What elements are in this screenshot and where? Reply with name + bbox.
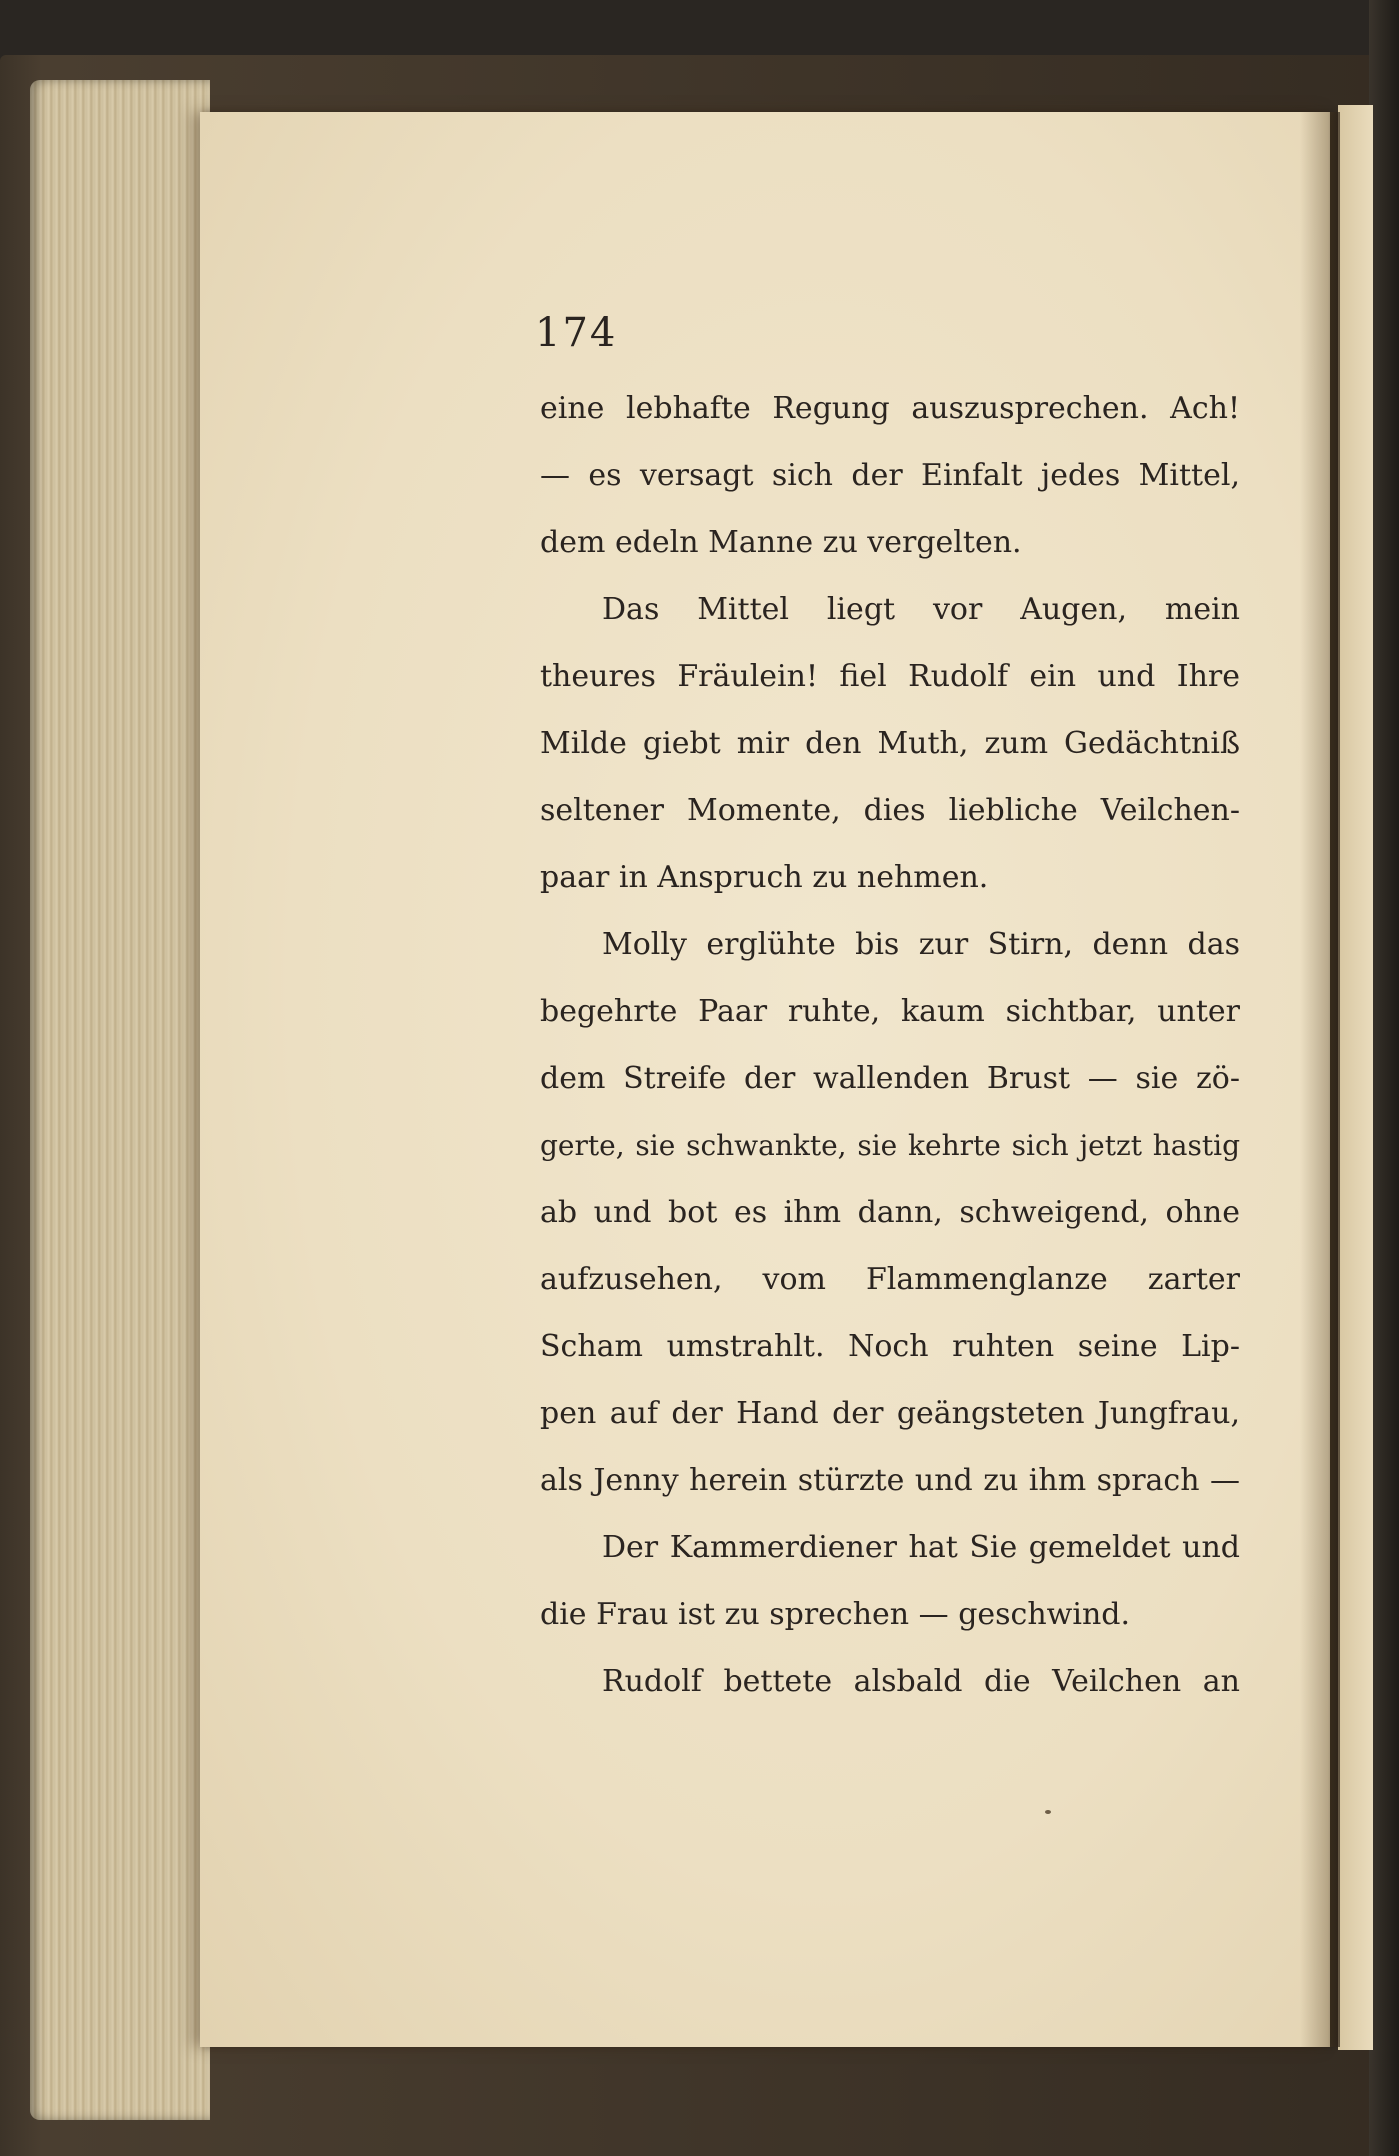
facing-page-edge [1338,105,1373,2050]
text-line: ab und bot es ihm dann, schweigend, ohne [540,1195,1240,1230]
book-cover-right [1369,0,1399,2156]
text-line: eine lebhafte Regung auszusprechen. Ach! [540,391,1240,426]
text-line: dem edeln Manne zu vergelten. [540,525,1022,560]
text-line: Der Kammerdiener hat Sie gemeldet und [602,1530,1240,1565]
text-line: pen auf der Hand der geängsteten Jungfrau, [540,1396,1240,1431]
text-line: theures Fräulein! fiel Rudolf ein und Ihre [540,659,1240,694]
text-line: dem Streife der wallenden Brust — sie zö- [540,1061,1240,1096]
body-text [540,375,1240,1715]
page-gutter-shadow [1300,112,1340,2047]
text-line: Milde giebt mir den Muth, zum Gedächtniß [540,726,1240,761]
text-line: paar in Anspruch zu nehmen. [540,860,989,895]
ink-speck [1045,1810,1051,1814]
text-line: seltener Momente, dies liebliche Veilchen- [540,793,1240,828]
text-line: gerte, sie schwankte, sie kehrte sich jetzt hastig [540,1129,1240,1162]
page-edges [30,80,210,2120]
text-line: Molly erglühte bis zur Stirn, denn das [602,927,1240,962]
text-line: die Frau ist zu sprechen — geschwind. [540,1597,1131,1632]
text-line: aufzusehen, vom Flammenglanze zarter [540,1262,1240,1297]
text-line: als Jenny herein stürzte und zu ihm sprach — [540,1463,1240,1498]
text-line: Rudolf bettete alsbald die Veilchen an [602,1664,1240,1699]
text-line: — es versagt sich der Einfalt jedes Mittel, [540,458,1240,493]
page-number: 174 [535,310,618,356]
text-line: Scham umstrahlt. Noch ruhten seine Lip- [540,1329,1240,1364]
text-line: Das Mittel liegt vor Augen, mein [602,592,1240,627]
text-line: begehrte Paar ruhte, kaum sichtbar, unter [540,994,1240,1029]
